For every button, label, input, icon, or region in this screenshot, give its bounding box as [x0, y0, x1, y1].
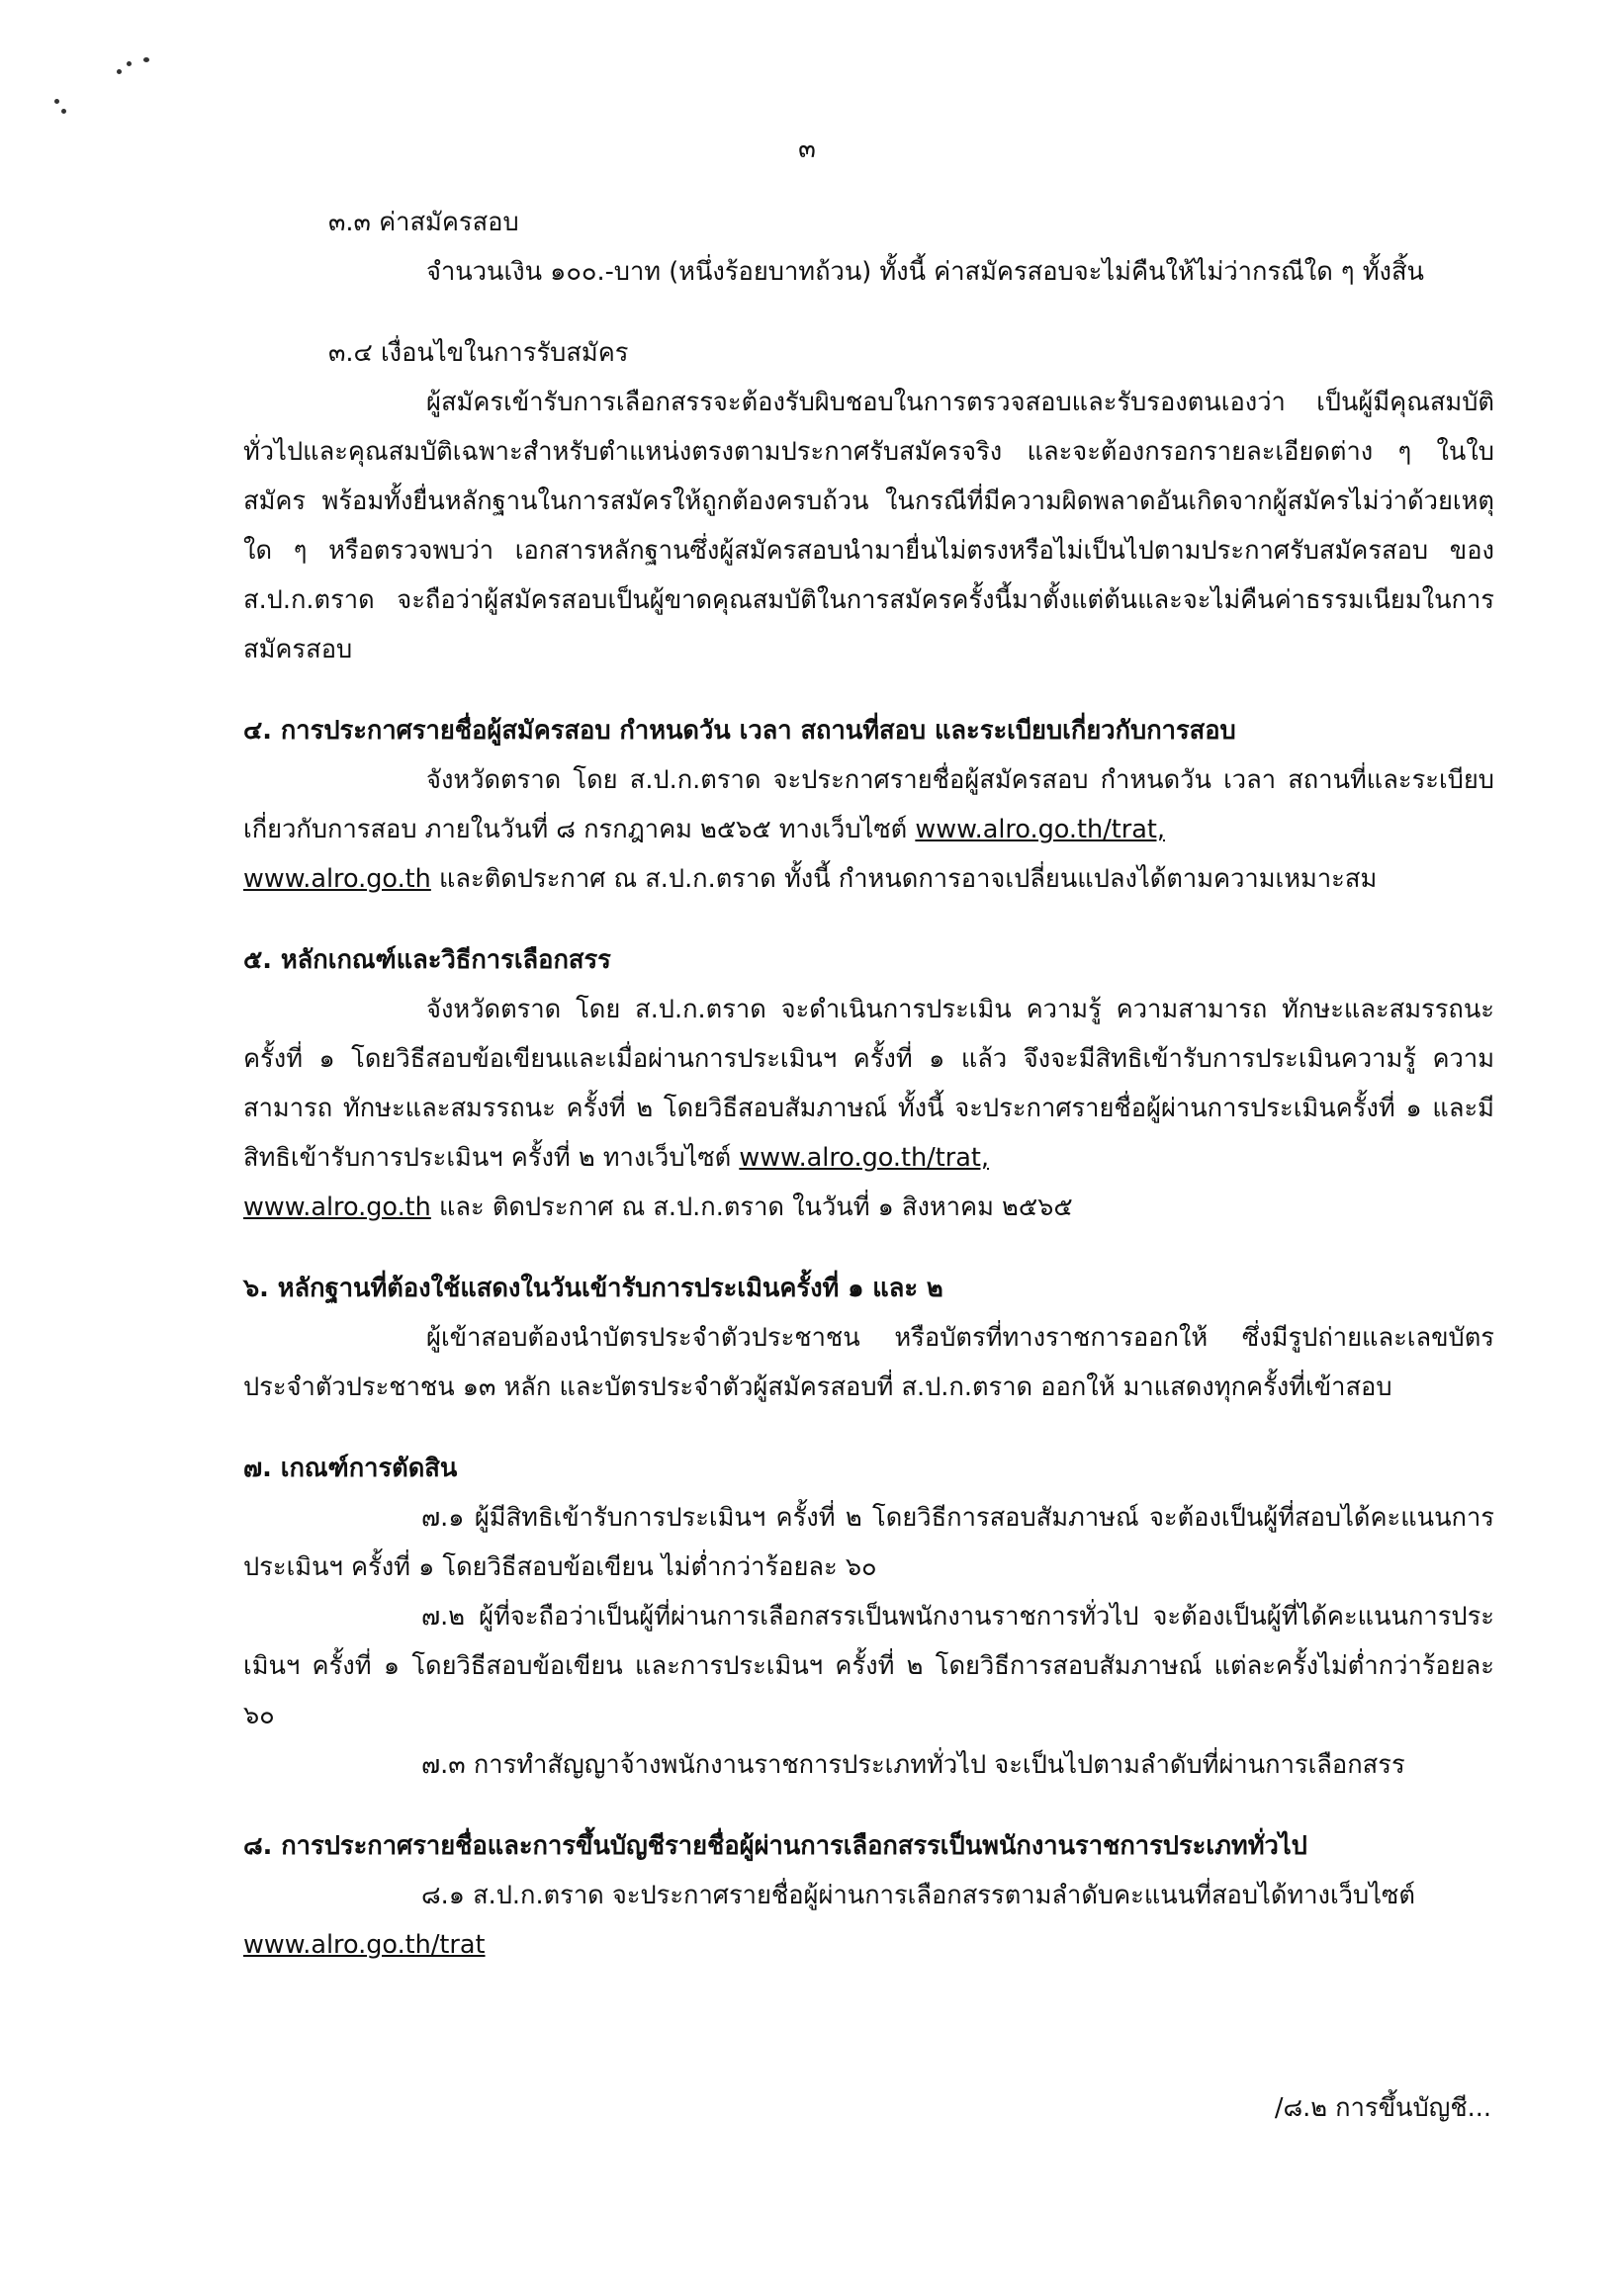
section-3-4-body: ผู้สมัครเข้ารับการเลือกสรรจะต้องรับผิบชอบในการตรวจสอบและรับรองตนเองว่า เป็นผู้มีคุณสมบัติทั่วไปและคุณสมบัติเฉพาะสำหรับตำแหน่งตรงตามประกาศรับสมัครจริง และจะต้องกรอกรายละเอียดต่าง ๆ ในใบสมัคร พร้อมทั้งยื่นหลักฐานในการสมัครให้ถูกต้องครบถ้วน ในกรณีที่มีความผิดพลาดอันเกิดจากผู้สมัครไม่ว่าด้วยเหตุใด ๆ หรือตรวจพบว่า เอกสารหลักฐานซึ่งผู้สมัครสอบนำมายื่นไม่ตรงหรือไม่เป็นไปตามประกาศรับสมัครสอบ ของ ส.ป.ก.ตราด จะถือว่าผู้สมัครสอบเป็นผู้ขาดคุณสมบัติในการสมัครครั้งนี้มาตั้งแต่ต้นและจะไม่คืนค่าธรรมเนียมในการสมัครสอบ — [243, 388, 1494, 664]
section-3-3-title: ๓.๓ ค่าสมัครสอบ — [328, 208, 519, 237]
section-4-heading: ๔. การประกาศรายชื่อผู้สมัครสอบ กำหนดวัน เวลา สถานที่สอบ และระเบียบเกี่ยวกับการสอบ — [243, 716, 1236, 746]
section-3-3-body: จำนวนเงิน ๑๐๐.-บาท (หนึ่งร้อยบาทถ้วน) ทั้งนี้ ค่าสมัครสอบจะไม่คืนให้ไม่ว่ากรณีใด ๆ ทั้งสิ้น — [426, 257, 1424, 287]
scan-speck — [143, 57, 149, 62]
section-7-3: ๗.๓ การทำสัญญาจ้างพนักงานราชการประเภททั่วไป จะเป็นไปตามลำดับที่ผ่านการเลือกสรร — [421, 1750, 1405, 1780]
section-5-text-end: และ ติดประกาศ ณ ส.ป.ก.ตราด ในวันที่ ๑ สิงหาคม ๒๕๖๕ — [430, 1192, 1073, 1222]
section-8-heading: ๘. การประกาศรายชื่อและการขึ้นบัญชีรายชื่อผู้ผ่านการเลือกสรรเป็นพนักงานราชการประเภททั่วไป — [243, 1831, 1307, 1861]
section-8-1-text: ๘.๑ ส.ป.ก.ตราด จะประกาศรายชื่อผู้ผ่านการเลือกสรรตามลำดับคะแนนที่สอบได้ทางเว็บไซต์ — [421, 1881, 1415, 1910]
document-body — [243, 198, 1494, 1970]
section-7-2: ๗.๒ ผู้ที่จะถือว่าเป็นผู้ที่ผ่านการเลือกสรรเป็นพนักงานราชการทั่วไป จะต้องเป็นผู้ที่ได้คะแนนการประเมินฯ ครั้งที่ ๑ โดยวิธีสอบข้อเขียน และการประเมินฯ ครั้งที่ ๒ โดยวิธีการสอบสัมภาษณ์ แต่ละครั้งไม่ต่ำกว่าร้อยละ ๖๐ — [243, 1602, 1494, 1730]
section-4-text: จังหวัดตราด โดย ส.ป.ก.ตราด จะประกาศรายชื่อผู้สมัครสอบ กำหนดวัน เวลา สถานที่และระเบียบเกี่ยวกับการสอบ ภายในวันที่ ๘ กรกฎาคม ๒๕๖๕ ทางเว็บไซต์ — [243, 765, 1494, 844]
page-number: ๓ — [798, 134, 816, 164]
section-8-1 — [243, 1871, 1494, 1970]
website-link[interactable]: www.alro.go.th/trat — [243, 1930, 486, 1960]
section-4-body — [243, 755, 1494, 904]
website-link[interactable]: www.alro.go.th/trat, — [915, 815, 1165, 844]
scan-speck — [54, 99, 59, 104]
section-5-body — [243, 985, 1494, 1232]
continuation-note: /๘.๒ การขึ้นบัญชี... — [1274, 2093, 1491, 2123]
section-3-4-title: ๓.๔ เงื่อนไขในการรับสมัคร — [328, 338, 629, 368]
section-4-text-end: และติดประกาศ ณ ส.ป.ก.ตราด ทั้งนี้ กำหนดการอาจเปลี่ยนแปลงได้ตามความเหมาะสม — [430, 864, 1378, 894]
website-link[interactable]: www.alro.go.th — [243, 1192, 431, 1222]
section-6-heading: ๖. หลักฐานที่ต้องใช้แสดงในวันเข้ารับการประเมินครั้งที่ ๑ และ ๒ — [243, 1274, 943, 1303]
website-link[interactable]: www.alro.go.th/trat, — [739, 1143, 989, 1173]
section-5-text: จังหวัดตราด โดย ส.ป.ก.ตราด จะดำเนินการประเมิน ความรู้ ความสามารถ ทักษะและสมรรถนะ ครั้งที่ ๑ โดยวิธีสอบข้อเขียนและเมื่อผ่านการประเมินฯ ครั้งที่ ๑ แล้ว จึงจะมีสิทธิเข้ารับการประเมินความรู้ ความสามารถ ทักษะและสมรรถนะ ครั้งที่ ๒ โดยวิธีสอบสัมภาษณ์ ทั้งนี้ จะประกาศรายชื่อผู้ผ่านการประเมินครั้งที่ ๑ และมีสิทธิเข้ารับการประเมินฯ ครั้งที่ ๒ ทางเว็บไซต์ — [243, 995, 1494, 1173]
scan-speck — [127, 61, 132, 66]
section-7-1: ๗.๑ ผู้มีสิทธิเข้ารับการประเมินฯ ครั้งที่ ๒ โดยวิธีการสอบสัมภาษณ์ จะต้องเป็นผู้ที่สอบได้คะแนนการประเมินฯ ครั้งที่ ๑ โดยวิธีสอบข้อเขียน ไม่ต่ำกว่าร้อยละ ๖๐ — [243, 1503, 1494, 1582]
scan-speck — [117, 69, 122, 74]
scan-speck — [61, 109, 66, 114]
section-6-body: ผู้เข้าสอบต้องนำบัตรประจำตัวประชาชน หรือบัตรที่ทางราชการออกให้ ซึ่งมีรูปถ่ายและเลขบัตรประจำตัวประชาชน ๑๓ หลัก และบัตรประจำตัวผู้สมัครสอบที่ ส.ป.ก.ตราด ออกให้ มาแสดงทุกครั้งที่เข้าสอบ — [243, 1323, 1494, 1402]
section-7-heading: ๗. เกณฑ์การตัดสิน — [243, 1454, 458, 1483]
website-link[interactable]: www.alro.go.th — [243, 864, 431, 894]
section-5-heading: ๕. หลักเกณฑ์และวิธีการเลือกสรร — [243, 945, 611, 975]
